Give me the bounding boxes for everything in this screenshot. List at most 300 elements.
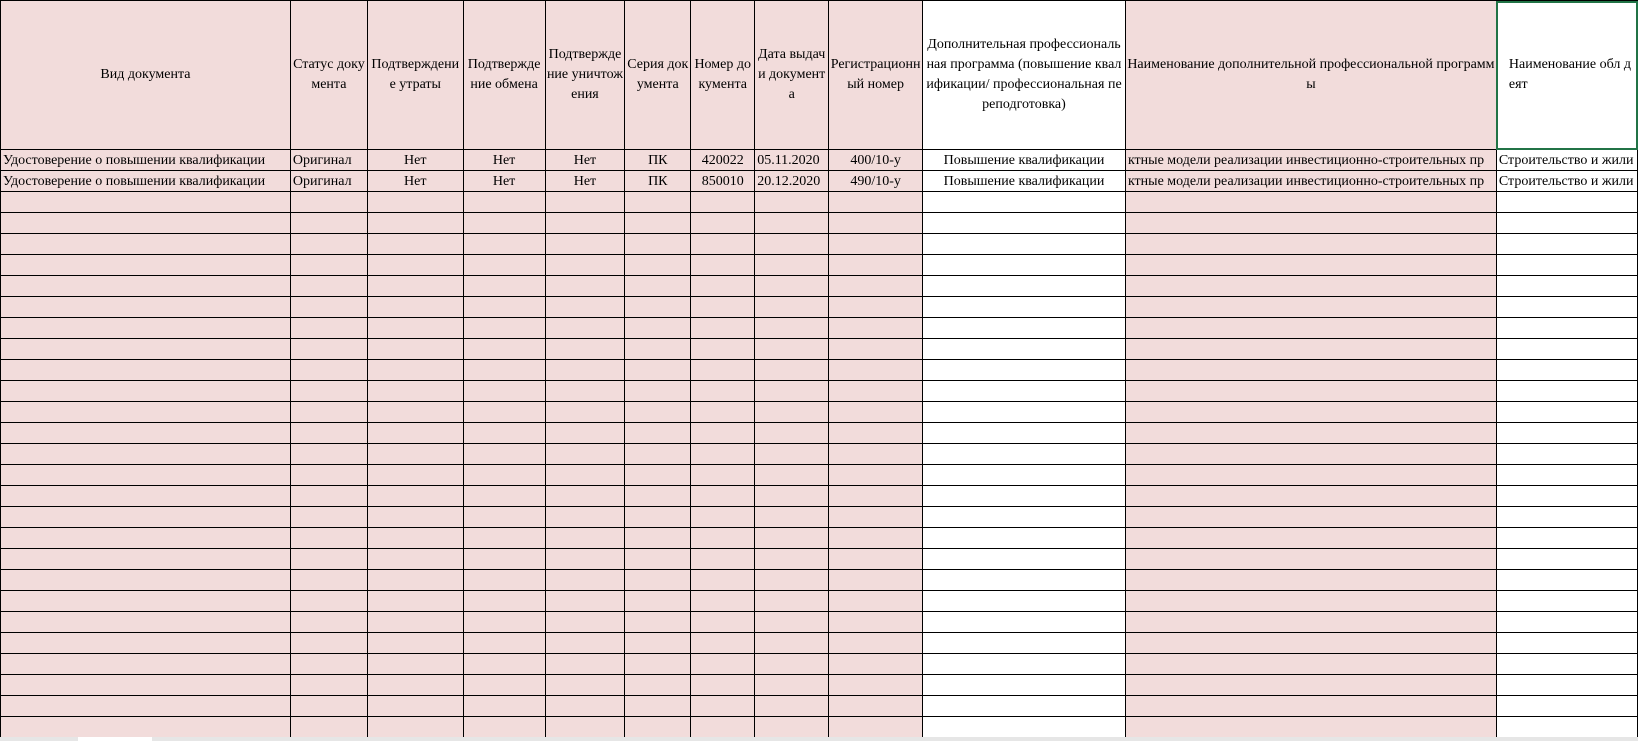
header-cell-destroy[interactable]: Подтверждение уничтожения — [545, 1, 625, 150]
empty-cell[interactable] — [367, 717, 463, 738]
empty-cell[interactable] — [367, 465, 463, 486]
empty-cell[interactable] — [625, 213, 691, 234]
empty-cell[interactable] — [367, 192, 463, 213]
empty-cell[interactable] — [755, 696, 829, 717]
empty-cell[interactable] — [829, 423, 923, 444]
cell-reg-no[interactable]: 400/10-у — [829, 150, 923, 171]
empty-cell[interactable] — [367, 234, 463, 255]
empty-cell[interactable] — [1, 633, 291, 654]
empty-cell[interactable] — [463, 465, 545, 486]
empty-cell[interactable] — [755, 717, 829, 738]
empty-cell[interactable] — [1, 528, 291, 549]
empty-cell[interactable] — [1, 339, 291, 360]
empty-cell[interactable] — [755, 549, 829, 570]
empty-cell[interactable] — [545, 402, 625, 423]
empty-cell[interactable] — [545, 381, 625, 402]
empty-cell[interactable] — [463, 675, 545, 696]
empty-cell[interactable] — [545, 234, 625, 255]
empty-cell[interactable] — [545, 192, 625, 213]
empty-cell[interactable] — [545, 213, 625, 234]
empty-cell[interactable] — [1, 549, 291, 570]
empty-cell[interactable] — [290, 423, 367, 444]
empty-cell[interactable] — [1, 318, 291, 339]
empty-cell[interactable] — [545, 507, 625, 528]
empty-cell[interactable] — [1, 717, 291, 738]
empty-cell[interactable] — [691, 507, 755, 528]
empty-cell[interactable] — [625, 234, 691, 255]
empty-cell[interactable] — [545, 528, 625, 549]
empty-cell[interactable] — [1125, 717, 1496, 738]
empty-cell[interactable] — [1125, 654, 1496, 675]
cell-status[interactable]: Оригинал — [290, 171, 367, 192]
empty-cell[interactable] — [829, 717, 923, 738]
header-cell-exchange[interactable]: Подтверждение обмена — [463, 1, 545, 150]
empty-cell[interactable] — [923, 360, 1126, 381]
empty-cell[interactable] — [1125, 633, 1496, 654]
empty-cell[interactable] — [1496, 444, 1637, 465]
cell-program-type[interactable]: Повышение квалификации — [923, 150, 1126, 171]
empty-cell[interactable] — [545, 633, 625, 654]
empty-cell[interactable] — [290, 633, 367, 654]
empty-cell[interactable] — [1125, 528, 1496, 549]
empty-cell[interactable] — [545, 549, 625, 570]
empty-cell[interactable] — [1496, 717, 1637, 738]
empty-cell[interactable] — [1496, 255, 1637, 276]
empty-cell[interactable] — [755, 423, 829, 444]
empty-cell[interactable] — [463, 717, 545, 738]
empty-cell[interactable] — [755, 339, 829, 360]
empty-cell[interactable] — [545, 318, 625, 339]
empty-cell[interactable] — [463, 276, 545, 297]
empty-cell[interactable] — [367, 213, 463, 234]
empty-cell[interactable] — [1496, 591, 1637, 612]
empty-cell[interactable] — [1, 486, 291, 507]
empty-cell[interactable] — [755, 654, 829, 675]
empty-cell[interactable] — [367, 276, 463, 297]
empty-cell[interactable] — [829, 528, 923, 549]
empty-cell[interactable] — [829, 318, 923, 339]
empty-cell[interactable] — [755, 276, 829, 297]
empty-cell[interactable] — [367, 654, 463, 675]
empty-cell[interactable] — [463, 402, 545, 423]
empty-cell[interactable] — [1496, 549, 1637, 570]
empty-cell[interactable] — [463, 360, 545, 381]
empty-cell[interactable] — [691, 318, 755, 339]
empty-cell[interactable] — [755, 297, 829, 318]
empty-cell[interactable] — [290, 549, 367, 570]
header-cell-loss[interactable]: Подтверждение утраты — [367, 1, 463, 150]
cell-status[interactable]: Оригинал — [290, 150, 367, 171]
empty-cell[interactable] — [290, 360, 367, 381]
empty-cell[interactable] — [1, 507, 291, 528]
empty-cell[interactable] — [1125, 486, 1496, 507]
empty-cell[interactable] — [1496, 633, 1637, 654]
empty-cell[interactable] — [367, 318, 463, 339]
empty-cell[interactable] — [691, 696, 755, 717]
empty-cell[interactable] — [367, 633, 463, 654]
empty-cell[interactable] — [290, 402, 367, 423]
empty-cell[interactable] — [1, 465, 291, 486]
empty-cell[interactable] — [1125, 192, 1496, 213]
empty-cell[interactable] — [829, 591, 923, 612]
empty-cell[interactable] — [625, 528, 691, 549]
empty-cell[interactable] — [1125, 570, 1496, 591]
empty-cell[interactable] — [1496, 276, 1637, 297]
empty-cell[interactable] — [290, 318, 367, 339]
empty-cell[interactable] — [1496, 339, 1637, 360]
empty-cell[interactable] — [691, 654, 755, 675]
empty-cell[interactable] — [625, 444, 691, 465]
empty-cell[interactable] — [625, 570, 691, 591]
header-cell-number[interactable]: Номер документа — [691, 1, 755, 150]
empty-cell[interactable] — [691, 339, 755, 360]
header-cell-series[interactable]: Серия документа — [625, 1, 691, 150]
empty-cell[interactable] — [463, 591, 545, 612]
empty-cell[interactable] — [463, 507, 545, 528]
empty-cell[interactable] — [1125, 339, 1496, 360]
empty-cell[interactable] — [545, 570, 625, 591]
empty-cell[interactable] — [290, 486, 367, 507]
empty-cell[interactable] — [923, 339, 1126, 360]
empty-cell[interactable] — [290, 717, 367, 738]
empty-cell[interactable] — [1, 192, 291, 213]
empty-cell[interactable] — [545, 612, 625, 633]
empty-cell[interactable] — [691, 276, 755, 297]
empty-cell[interactable] — [463, 444, 545, 465]
empty-cell[interactable] — [463, 528, 545, 549]
empty-cell[interactable] — [1496, 654, 1637, 675]
empty-cell[interactable] — [1, 675, 291, 696]
empty-cell[interactable] — [923, 654, 1126, 675]
empty-cell[interactable] — [829, 402, 923, 423]
empty-cell[interactable] — [829, 486, 923, 507]
empty-cell[interactable] — [1496, 213, 1637, 234]
empty-cell[interactable] — [367, 402, 463, 423]
cell-date[interactable]: 05.11.2020 — [755, 150, 829, 171]
sheet-tab[interactable] — [78, 737, 152, 741]
empty-cell[interactable] — [290, 507, 367, 528]
empty-cell[interactable] — [625, 717, 691, 738]
empty-cell[interactable] — [1125, 465, 1496, 486]
empty-cell[interactable] — [829, 255, 923, 276]
empty-cell[interactable] — [755, 465, 829, 486]
cell-reg-no[interactable]: 490/10-у — [829, 171, 923, 192]
empty-cell[interactable] — [1, 423, 291, 444]
empty-cell[interactable] — [290, 612, 367, 633]
cell-exchange[interactable]: Нет — [463, 150, 545, 171]
empty-cell[interactable] — [829, 234, 923, 255]
empty-cell[interactable] — [1, 297, 291, 318]
empty-cell[interactable] — [625, 276, 691, 297]
empty-cell[interactable] — [1496, 465, 1637, 486]
empty-cell[interactable] — [1125, 213, 1496, 234]
cell-number[interactable]: 420022 — [691, 150, 755, 171]
empty-cell[interactable] — [1125, 381, 1496, 402]
empty-cell[interactable] — [367, 591, 463, 612]
empty-cell[interactable] — [463, 234, 545, 255]
empty-cell[interactable] — [1, 360, 291, 381]
empty-cell[interactable] — [463, 213, 545, 234]
empty-cell[interactable] — [545, 339, 625, 360]
empty-cell[interactable] — [625, 297, 691, 318]
empty-cell[interactable] — [829, 465, 923, 486]
empty-cell[interactable] — [545, 360, 625, 381]
empty-cell[interactable] — [923, 444, 1126, 465]
empty-cell[interactable] — [1, 654, 291, 675]
empty-cell[interactable] — [290, 444, 367, 465]
empty-cell[interactable] — [367, 675, 463, 696]
empty-cell[interactable] — [755, 486, 829, 507]
empty-cell[interactable] — [829, 612, 923, 633]
empty-cell[interactable] — [1125, 444, 1496, 465]
empty-cell[interactable] — [829, 675, 923, 696]
empty-cell[interactable] — [1, 213, 291, 234]
empty-cell[interactable] — [463, 633, 545, 654]
cell-destroy[interactable]: Нет — [545, 150, 625, 171]
empty-cell[interactable] — [755, 528, 829, 549]
empty-cell[interactable] — [1496, 528, 1637, 549]
empty-cell[interactable] — [463, 192, 545, 213]
empty-cell[interactable] — [691, 192, 755, 213]
empty-cell[interactable] — [691, 423, 755, 444]
empty-cell[interactable] — [1125, 402, 1496, 423]
header-cell-reg-no[interactable]: Регистрационный номер — [829, 1, 923, 150]
empty-cell[interactable] — [463, 654, 545, 675]
empty-cell[interactable] — [367, 486, 463, 507]
empty-cell[interactable] — [755, 612, 829, 633]
empty-cell[interactable] — [367, 696, 463, 717]
empty-cell[interactable] — [691, 234, 755, 255]
empty-cell[interactable] — [923, 255, 1126, 276]
empty-cell[interactable] — [463, 381, 545, 402]
empty-cell[interactable] — [1125, 318, 1496, 339]
empty-cell[interactable] — [1, 276, 291, 297]
empty-cell[interactable] — [755, 213, 829, 234]
empty-cell[interactable] — [545, 444, 625, 465]
empty-cell[interactable] — [625, 381, 691, 402]
empty-cell[interactable] — [290, 297, 367, 318]
empty-cell[interactable] — [691, 486, 755, 507]
empty-cell[interactable] — [1, 612, 291, 633]
empty-cell[interactable] — [625, 633, 691, 654]
empty-cell[interactable] — [691, 675, 755, 696]
empty-cell[interactable] — [1125, 423, 1496, 444]
empty-cell[interactable] — [463, 696, 545, 717]
empty-cell[interactable] — [829, 213, 923, 234]
empty-cell[interactable] — [1, 591, 291, 612]
empty-cell[interactable] — [1125, 507, 1496, 528]
empty-cell[interactable] — [625, 591, 691, 612]
empty-cell[interactable] — [1, 381, 291, 402]
empty-cell[interactable] — [923, 633, 1126, 654]
empty-cell[interactable] — [755, 234, 829, 255]
empty-cell[interactable] — [829, 192, 923, 213]
cell-exchange[interactable]: Нет — [463, 171, 545, 192]
empty-cell[interactable] — [1496, 507, 1637, 528]
empty-cell[interactable] — [923, 591, 1126, 612]
empty-cell[interactable] — [829, 381, 923, 402]
empty-cell[interactable] — [545, 297, 625, 318]
cell-date[interactable]: 20.12.2020 — [755, 171, 829, 192]
cell-loss[interactable]: Нет — [367, 171, 463, 192]
empty-cell[interactable] — [1, 696, 291, 717]
empty-cell[interactable] — [1496, 381, 1637, 402]
empty-cell[interactable] — [1125, 360, 1496, 381]
empty-cell[interactable] — [691, 213, 755, 234]
empty-cell[interactable] — [625, 423, 691, 444]
empty-cell[interactable] — [1125, 675, 1496, 696]
empty-cell[interactable] — [755, 360, 829, 381]
empty-cell[interactable] — [923, 276, 1126, 297]
cell-destroy[interactable]: Нет — [545, 171, 625, 192]
empty-cell[interactable] — [463, 549, 545, 570]
empty-cell[interactable] — [755, 444, 829, 465]
empty-cell[interactable] — [367, 360, 463, 381]
empty-cell[interactable] — [290, 528, 367, 549]
empty-cell[interactable] — [367, 297, 463, 318]
empty-cell[interactable] — [290, 192, 367, 213]
empty-cell[interactable] — [923, 192, 1126, 213]
empty-cell[interactable] — [367, 381, 463, 402]
empty-cell[interactable] — [755, 402, 829, 423]
empty-cell[interactable] — [691, 360, 755, 381]
empty-cell[interactable] — [923, 717, 1126, 738]
empty-cell[interactable] — [755, 318, 829, 339]
empty-cell[interactable] — [290, 213, 367, 234]
empty-cell[interactable] — [290, 276, 367, 297]
empty-cell[interactable] — [923, 675, 1126, 696]
empty-cell[interactable] — [463, 339, 545, 360]
empty-cell[interactable] — [463, 570, 545, 591]
empty-cell[interactable] — [290, 339, 367, 360]
empty-cell[interactable] — [1125, 276, 1496, 297]
empty-cell[interactable] — [290, 255, 367, 276]
empty-cell[interactable] — [545, 423, 625, 444]
cell-program-name[interactable]: ктные модели реализации инвестиционно-строительных пр — [1125, 150, 1496, 171]
empty-cell[interactable] — [691, 612, 755, 633]
empty-cell[interactable] — [367, 570, 463, 591]
empty-cell[interactable] — [545, 675, 625, 696]
empty-cell[interactable] — [463, 486, 545, 507]
empty-cell[interactable] — [290, 465, 367, 486]
empty-cell[interactable] — [367, 444, 463, 465]
empty-cell[interactable] — [1, 234, 291, 255]
empty-cell[interactable] — [625, 486, 691, 507]
empty-cell[interactable] — [691, 528, 755, 549]
header-cell-doc-type[interactable]: Вид документа — [1, 1, 291, 150]
empty-cell[interactable] — [755, 255, 829, 276]
empty-cell[interactable] — [463, 255, 545, 276]
empty-cell[interactable] — [1496, 234, 1637, 255]
empty-cell[interactable] — [755, 192, 829, 213]
cell-doc-type[interactable]: Удостоверение о повышении квалификации — [1, 171, 291, 192]
empty-cell[interactable] — [923, 528, 1126, 549]
empty-cell[interactable] — [691, 381, 755, 402]
empty-cell[interactable] — [625, 318, 691, 339]
empty-cell[interactable] — [625, 549, 691, 570]
empty-cell[interactable] — [463, 423, 545, 444]
empty-cell[interactable] — [545, 255, 625, 276]
empty-cell[interactable] — [367, 339, 463, 360]
empty-cell[interactable] — [625, 255, 691, 276]
empty-cell[interactable] — [829, 444, 923, 465]
empty-cell[interactable] — [290, 570, 367, 591]
empty-cell[interactable] — [923, 213, 1126, 234]
empty-cell[interactable] — [691, 444, 755, 465]
cell-program-name[interactable]: ктные модели реализации инвестиционно-строительных пр — [1125, 171, 1496, 192]
empty-cell[interactable] — [923, 423, 1126, 444]
empty-cell[interactable] — [691, 549, 755, 570]
empty-cell[interactable] — [1125, 612, 1496, 633]
empty-cell[interactable] — [829, 654, 923, 675]
header-cell-field-selected[interactable]: Наименование обл деят — [1496, 1, 1637, 150]
empty-cell[interactable] — [923, 570, 1126, 591]
cell-series[interactable]: ПК — [625, 171, 691, 192]
empty-cell[interactable] — [367, 507, 463, 528]
empty-cell[interactable] — [923, 297, 1126, 318]
empty-cell[interactable] — [829, 297, 923, 318]
empty-cell[interactable] — [755, 633, 829, 654]
empty-cell[interactable] — [1125, 297, 1496, 318]
empty-cell[interactable] — [1496, 192, 1637, 213]
empty-cell[interactable] — [625, 675, 691, 696]
cell-field[interactable]: Строительство и жили — [1496, 150, 1637, 171]
empty-cell[interactable] — [290, 675, 367, 696]
empty-cell[interactable] — [1496, 318, 1637, 339]
empty-cell[interactable] — [755, 675, 829, 696]
empty-cell[interactable] — [829, 570, 923, 591]
cell-loss[interactable]: Нет — [367, 150, 463, 171]
header-cell-status[interactable]: Статус документа — [290, 1, 367, 150]
empty-cell[interactable] — [829, 633, 923, 654]
empty-cell[interactable] — [829, 696, 923, 717]
empty-cell[interactable] — [1496, 696, 1637, 717]
empty-cell[interactable] — [367, 528, 463, 549]
empty-cell[interactable] — [545, 717, 625, 738]
empty-cell[interactable] — [625, 360, 691, 381]
empty-cell[interactable] — [290, 381, 367, 402]
empty-cell[interactable] — [755, 591, 829, 612]
empty-cell[interactable] — [1496, 675, 1637, 696]
empty-cell[interactable] — [1496, 402, 1637, 423]
empty-cell[interactable] — [691, 255, 755, 276]
empty-cell[interactable] — [691, 465, 755, 486]
empty-cell[interactable] — [923, 612, 1126, 633]
empty-cell[interactable] — [829, 276, 923, 297]
empty-cell[interactable] — [923, 402, 1126, 423]
empty-cell[interactable] — [367, 423, 463, 444]
empty-cell[interactable] — [1, 402, 291, 423]
empty-cell[interactable] — [923, 318, 1126, 339]
empty-cell[interactable] — [625, 696, 691, 717]
empty-cell[interactable] — [1496, 570, 1637, 591]
empty-cell[interactable] — [290, 696, 367, 717]
empty-cell[interactable] — [691, 717, 755, 738]
empty-cell[interactable] — [625, 612, 691, 633]
empty-cell[interactable] — [625, 654, 691, 675]
empty-cell[interactable] — [545, 654, 625, 675]
empty-cell[interactable] — [691, 297, 755, 318]
empty-cell[interactable] — [625, 339, 691, 360]
empty-cell[interactable] — [691, 591, 755, 612]
empty-cell[interactable] — [1125, 255, 1496, 276]
empty-cell[interactable] — [923, 549, 1126, 570]
empty-cell[interactable] — [290, 591, 367, 612]
empty-cell[interactable] — [1, 444, 291, 465]
empty-cell[interactable] — [691, 402, 755, 423]
empty-cell[interactable] — [923, 507, 1126, 528]
empty-cell[interactable] — [691, 633, 755, 654]
